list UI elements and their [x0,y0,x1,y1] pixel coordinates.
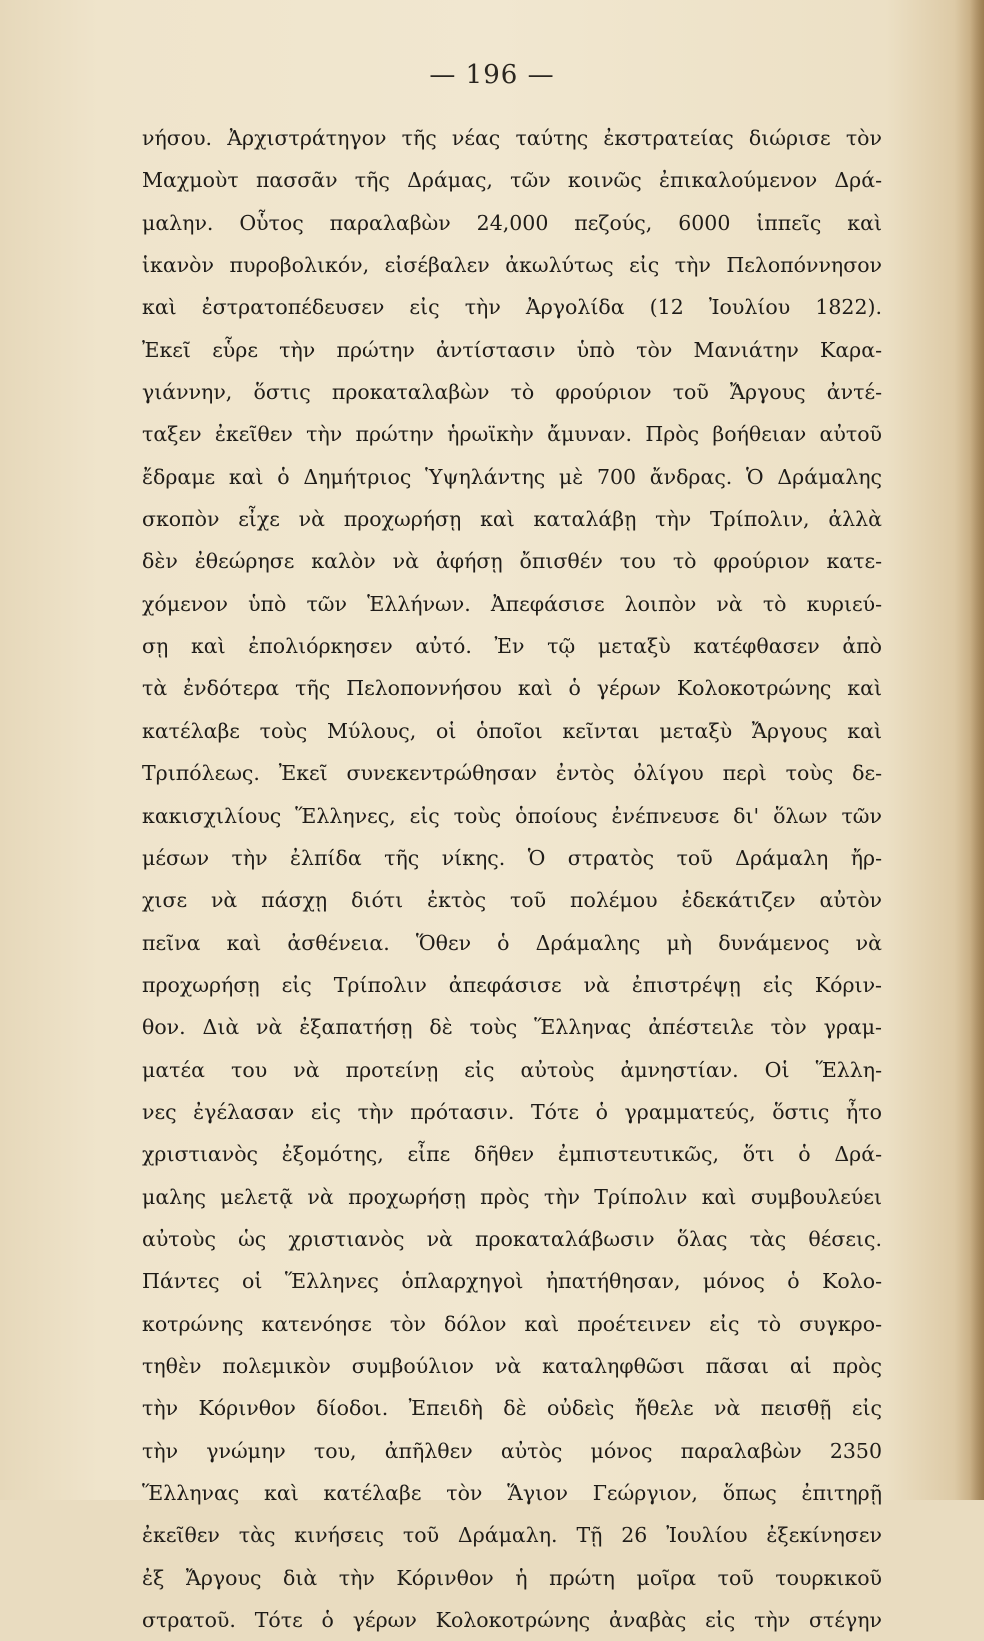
text-line: τηθὲν πολεμικὸν συμβούλιον νὰ καταληφθῶσι πᾶσαι αἱ πρὸς [142,1353,882,1378]
text-line: μαλης μελετᾷ νὰ προχωρήσῃ πρὸς τὴν Τρίπολιν καὶ συμβουλεύει [142,1184,882,1209]
page-edge-shadow [970,0,984,1500]
text-line: Ἐκεῖ εὗρε τὴν πρώτην ἀντίστασιν ὑπὸ τὸν Μανιάτην Καρα- [142,337,882,362]
text-line: στρατοῦ. Τότε ὁ γέρων Κολοκοτρώνης ἀναβὰς εἰς τὴν στέγην [142,1608,882,1633]
text-line: θον. Διὰ νὰ ἐξαπατήσῃ δὲ τοὺς Ἕλληνας ἀπέστειλε τὸν γραμ- [142,1015,882,1040]
text-line: ματέα του νὰ προτείνῃ εἰς αὐτοὺς ἀμνηστίαν. Οἱ Ἕλλη- [142,1057,882,1082]
text-line: γιάννην, ὅστις προκαταλαβὼν τὸ φρούριον τοῦ Ἄργους ἀντέ- [142,380,882,405]
text-line: πεῖνα καὶ ἀσθένεια. Ὅθεν ὁ Δράμαλης μὴ δυνάμενος νὰ [142,930,882,955]
text-line: Μαχμοὺτ πασσᾶν τῆς Δράμας, τῶν κοινῶς ἐπικαλούμενον Δρά- [142,168,882,193]
text-line: τὴν Κόρινθον δίοδοι. Ἐπειδὴ δὲ οὐδεὶς ἤθελε νὰ πεισθῇ εἰς [142,1396,882,1421]
text-line: κατέλαβε τοὺς Μύλους, οἱ ὁποῖοι κεῖνται μεταξὺ Ἄργους καὶ [142,718,882,743]
text-line: σῃ καὶ ἐπολιόρκησεν αὐτό. Ἐν τῷ μεταξὺ κατέφθασεν ἀπὸ [142,634,882,659]
text-line: προχωρήσῃ εἰς Τρίπολιν ἀπεφάσισε νὰ ἐπιστρέψῃ εἰς Κόριν- [142,972,882,997]
text-line: τὰ ἐνδότερα τῆς Πελοποννήσου καὶ ὁ γέρων Κολοκοτρώνης καὶ [142,676,882,701]
text-line: δὲν ἐθεώρησε καλὸν νὰ ἀφήσῃ ὄπισθέν του τὸ φρούριον κατε- [142,549,882,574]
text-line: καὶ ἐστρατοπέδευσεν εἰς τὴν Ἀργολίδα (12 Ἰουλίου 1822). [142,295,882,320]
text-line: Ἕλληνας καὶ κατέλαβε τὸν Ἅγιον Γεώργιον, ὅπως ἐπιτηρῇ [142,1481,882,1505]
text-line: κακισχιλίους Ἕλληνες, εἰς τοὺς ὁποίους ἐνέπνευσε δι' ὅλων τῶν [142,803,882,828]
body-text [142,117,882,1641]
text-line: μέσων τὴν ἐλπίδα τῆς νίκης. Ὁ στρατὸς τοῦ Δράμαλη ἤρ- [142,845,882,870]
text-line: ἐκεῖθεν τὰς κινήσεις τοῦ Δράμαλη. Τῇ 26 Ἰουλίου ἐξεκίνησεν [142,1523,882,1548]
text-line: Πάντες οἱ Ἕλληνες ὁπλαρχηγοὶ ἠπατήθησαν, μόνος ὁ Κολο- [142,1269,882,1294]
text-line: ταξεν ἐκεῖθεν τὴν πρώτην ἡρωϊκὴν ἄμυναν. Πρὸς βοήθειαν αὐτοῦ [142,422,882,447]
text-line: χισε νὰ πάσχῃ διότι ἐκτὸς τοῦ πολέμου ἐδεκάτιζεν αὐτὸν [142,888,882,913]
text-line: ἱκανὸν πυροβολικόν, εἰσέβαλεν ἀκωλύτως εἰς τὴν Πελοπόννησον [142,253,882,278]
text-line: νες ἐγέλασαν εἰς τὴν πρότασιν. Τότε ὁ γραμματεύς, ὅστις ἦτο [142,1099,882,1124]
text-line: νήσου. Ἀρχιστράτηγον τῆς νέας ταύτης ἐκστρατείας διώρισε τὸν [142,126,882,150]
text-line: τὴν γνώμην του, ἀπῆλθεν αὐτὸς μόνος παραλαβὼν 2350 [142,1438,882,1463]
text-line: μαλην. Οὗτος παραλαβὼν 24,000 πεζούς, 6000 ἱππεῖς καὶ [142,210,882,235]
text-line: ἐξ Ἄργους διὰ τὴν Κόρινθον ἡ πρώτη μοῖρα τοῦ τουρκικοῦ [142,1565,882,1590]
text-line: αὐτοὺς ὡς χριστιανὸς νὰ προκαταλάβωσιν ὅλας τὰς θέσεις. [142,1226,882,1251]
text-line: Τριπόλεως. Ἐκεῖ συνεκεντρώθησαν ἐντὸς ὀλίγου περὶ τοὺς δε- [142,761,882,786]
text-line: ἔδραμε καὶ ὁ Δημήτριος Ὑψηλάντης μὲ 700 ἄνδρας. Ὁ Δράμαλης [142,464,882,489]
text-line: χόμενον ὑπὸ τῶν Ἑλλήνων. Ἀπεφάσισε λοιπὸν νὰ τὸ κυριεύ- [142,591,882,616]
text-line: σκοπὸν εἶχε νὰ προχωρήσῃ καὶ καταλάβῃ τὴν Τρίπολιν, ἀλλὰ [142,507,882,532]
text-line: κοτρώνης κατενόησε τὸν δόλον καὶ προέτεινεν εἰς τὸ συγκρο- [142,1311,882,1336]
page-number: — 196 — [429,60,555,90]
text-line: χριστιανὸς ἐξομότης, εἶπε δῆθεν ἐμπιστευτικῶς, ὅτι ὁ Δρά- [142,1142,882,1167]
